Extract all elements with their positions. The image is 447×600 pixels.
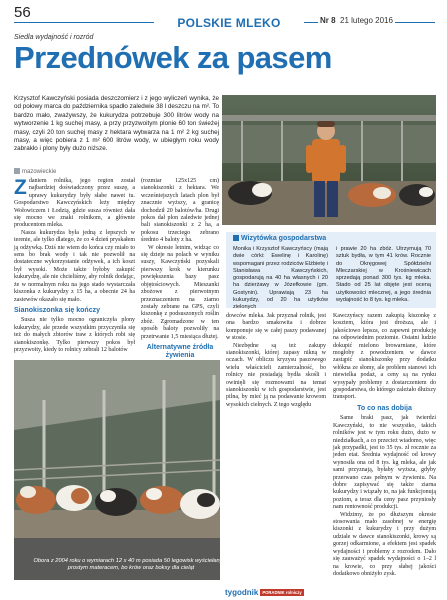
body-paragraph: Widzimy, że po dłuższym okresie stosowania mało zasobnej w energię kiszonki z kukurydzy i przy dużym udziale w dawce sianokiszonki, krowy są gorzej odkarmione, a efektem jest spadek wydajności i problemy z rozrodem. Dało się zauważyć spadek wydajności o 1–2 l na krowie, co przy słabej jakości dodatkowo obniżyło zysk. bbox=[333, 511, 436, 577]
body-paragraph: Susza nie tylko mocno ograniczyła plony kukurydzy, ale przede wszystkim przyczyniła się też do małych zbiorów traw z których robi się sianokiszonkę. Tylko pierwszy pokos był przyzwoity, kiedy to rolnicy zebrali 12 balotów bbox=[14, 317, 135, 354]
body-paragraph: daniem rolnika, jego region został najbardziej doświadczony przez suszę, a uprawy kukurydzy były słabe nawet tu. Gospodarstwo Kawczyńskich leży między Wołowiczem i Łodzią, gdzie susza również dała się mocno we znaki rolnikom, a głównie producentom mleka. bbox=[14, 178, 135, 229]
article-column-4 bbox=[333, 313, 436, 577]
drop-cap: Z bbox=[14, 176, 27, 199]
article-title: Przednówek za pasem bbox=[14, 40, 332, 75]
issue-number: Nr 8 bbox=[320, 16, 336, 25]
issue-info bbox=[318, 16, 395, 25]
subheading-what-hurts-us: To co nas dobija bbox=[357, 404, 412, 412]
farm-profile-box bbox=[226, 232, 436, 311]
article-column-3 bbox=[226, 313, 326, 527]
body-paragraph: Niezbędne są też zakupy sianokiszonki, której zapasy nikną w oczach. W obliczu kryzysu paszowego wielu właścicieli zamierzalność, bo rolnicy nie posiadają bydła skośli i owinięli się rozmowami na temat sianokiszonki w ich gospodarstwie, jest pilna, by mieć ją na podawanie krowom wysokich cielnych. Z tego względu bbox=[226, 342, 326, 408]
cows-in-barn-image bbox=[14, 360, 220, 580]
farm-profile-title bbox=[233, 235, 326, 242]
body-paragraph: Same braki pasz, jak twierdzi Kawczyński, to nie wszystko, takich rolników jest w tym roku dużo, dużo w niedziałkach, a co przecież wiadomo, więc jak przypadki, jest to 35 tys. zł rocznie za jeden etat. Średnia wydajność od krowy wynosiła ona od 8 tys. kg mleka, ale jak sami przyznają, byłaby wyższa, gdyby przerwano czas pełnym w żywieniu. Na dobre zapisywać się także ziarna kukurydzy i wiązały to, na jak funkcjonują poziom, a teraz dla ceny pasz przyniosły nam rentowność produkcji. bbox=[333, 415, 436, 511]
farmer-photo bbox=[222, 95, 436, 225]
barn-photo bbox=[14, 360, 229, 580]
region-tag-label: mazowieckie bbox=[22, 169, 57, 175]
article-column-1 bbox=[14, 178, 135, 358]
publisher-logo: tygodnik bbox=[225, 588, 259, 597]
farmer-in-barn-image bbox=[222, 95, 436, 225]
issue-date: 21 lutego 2016 bbox=[340, 16, 393, 25]
body-paragraph: W okresie letnim, widząc co się dzieje na polach w wyniku suszy, Kawczyński pozyskali pierwszy krok w kierunku powiększenia bazy pasz objętościowych. Mieszanki zbożowe z pierwotnym przeznaczeniem na ziarno zostały zebrane na GPS, czyli kiszonkę z podsuszonych roślin zbóż. Zgromadzone w ten sposób baloty pozwoliły na przetrwanie 1,5 miesiąca dłużej. bbox=[141, 244, 219, 340]
farm-profile-text-right: i prawie 20 ha zbóż. Utrzymują 70 sztuk bydła, w tym 41 krów. Rocznie do Okręgowej Spółdzielni Mleczarskiej w Krośniewicach sprzedają ponad 300 tys. kg mleka. Stado od 25 lat objęte jest oceną użytkowości mlecznej, a jego średnia wydajność to 8 tys. kg mleka. bbox=[336, 246, 431, 304]
info-bullet-icon bbox=[233, 235, 239, 241]
map-pin-icon bbox=[14, 168, 20, 174]
article-kicker: Siedla wydajność i rozród bbox=[14, 34, 94, 41]
farm-profile-title-text: Wizytówka gospodarstwa bbox=[241, 235, 327, 242]
body-paragraph: (rozmiar 125x125 cm) sianokiszonki z hektara. We wcześniejszych latach plon był znacznie wyższy, a granicę dochodził 20 balotów/ha. Drugi pokos dał plon zaledwie jednej bali sianokiszonki z 2 ha, a pokosu trzeciego zebrano średnio 4 baloty z ha. bbox=[141, 178, 219, 244]
farm-profile-text-left: Monika i Krzysztof Kawczyńscy (mają dwie córki: Ewelinę i Karolinę) wspomagani przez rodziców Elżbietę i Stanisława Kawczyńskich, gospodarują na 40 ha własnych i 20 ha dzierżawy w Józefkowie (gm. Gostynin). Uprawiają 23 ha kukurydzy, od 20 ha użytków zielonych bbox=[233, 246, 328, 311]
body-paragraph: dowców mleka. Jak przyznał rolnik, jest ona bardzo smakowita i dobrze komponuje się w całej paszy podawanej w stosie. bbox=[226, 313, 326, 342]
region-tag bbox=[14, 168, 56, 175]
body-paragraph: Kawczyńscy razem zakupią kiszonkę z kosztem, która jest droższa, ale i jakościowo lepsza, co zapewni produkcję na odpowiednim poziomie. Ostatni ludzie dokupić mielono browarniane, które mogłoby z powodzeniem w dawce zastąpić sianokiszonkę przy dodatku włókna ze słomy, ale problem stanowi ich niewielka podaż, a ceny są na rynku wysypały problemy z dostarczeniem do gospodarstwa, do którego zależało dłuższy transport. bbox=[333, 313, 436, 401]
page-number: 56 bbox=[14, 4, 31, 21]
body-paragraph: Nasza kukurydza była jedną z lepszych w terenie, ale tylko dlatego, że co 4 dzień pryskałem ją odżywką. Dziś nie wiem do końca czy miało to sens bo brak wody i tak nie pozwolił na dostateczne wykorzystanie odżywek, a ich koszt był wysoki. Może także byłoby zakupić kukurydzę, ale nie chcieliśmy, aby rolnik dodając, że w normalnym roku na jego stado wystarczała kiszonka z kukurydzy z 15 ha, a obecnie 24 ha zasiewów okazało się mało. bbox=[14, 229, 135, 303]
article-column-2 bbox=[141, 178, 219, 358]
photo-caption: Obora z 2004 roku o wymiarach 12 x 40 m posiada 50 legowisk wyściełanych prostym materacem, bo krów oraz boksy dla cieląt bbox=[33, 558, 229, 571]
article-lead: Krzysztof Kawczyński posiada deszczomierz i z jego wyliczeń wynika, że od połowy marca do października spadło zaledwie 38 l deszczu na m². To bardzo mało, zważywszy, że kukurydza potrzebuje 300 litrów wody na wytworzenie 1 kg suchej masy, a przy przyzwoitym plonie 60 ton świeżej masy, czyli 20 ton suchej masy z hektara wytwarza na 1 m² 2 kg suchej masy, a więc pobiera z 1 m² 600 litrów wody, w ubiegłym roku wody zabrakło i plony były dużo niższe. bbox=[14, 95, 219, 153]
subheading-silage: Sianokiszonka się kończy bbox=[14, 306, 100, 314]
publisher-sublogo: PORADNIK rolniczy bbox=[262, 590, 302, 595]
subheading-alternative-feed: Alternatywne źródła żywienia bbox=[146, 343, 214, 360]
section-name: POLSKIE MLEKO bbox=[154, 16, 304, 30]
publisher-footer bbox=[225, 582, 321, 597]
